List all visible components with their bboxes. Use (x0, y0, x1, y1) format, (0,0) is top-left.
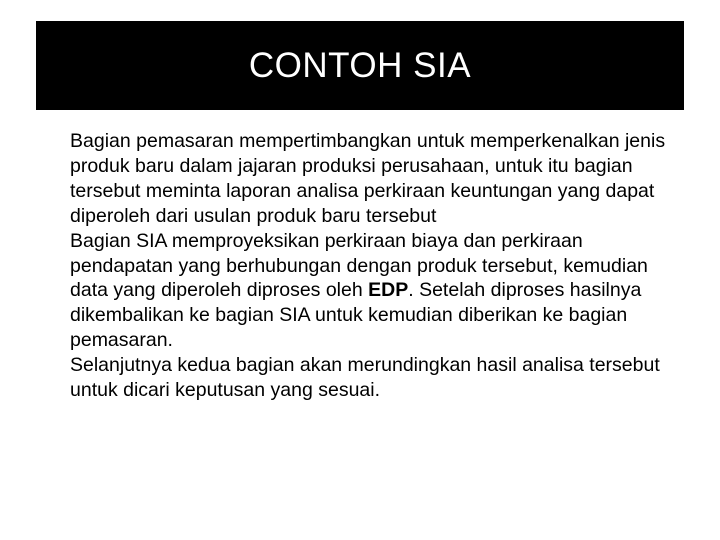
title-bar (36, 21, 684, 110)
paragraph-negotiation: Selanjutnya kedua bagian akan merundingkan hasil analisa tersebut untuk dicari keputusan yang sesuai. (70, 354, 660, 402)
slide-body (70, 129, 680, 403)
paragraph-sia-projection (70, 229, 680, 354)
paragraph-sia-projection-start: Bagian SIA memproyeksikan perkiraan biaya dan perkiraan pendapatan yang berhubungan dengan produk tersebut, kemudian data yang diperoleh diproses oleh (70, 229, 648, 302)
paragraph-marketing: Bagian pemasaran mempertimbangkan untuk memperkenalkan jenis produk baru dalam jajaran produksi perusahaan, untuk itu bagian tersebut meminta laporan analisa perkiraan keuntungan yang dapat diperoleh dari usulan produk baru tersebut (70, 130, 666, 227)
slide-title: CONTOH SIA (248, 45, 472, 85)
paragraph-sia-projection-end: . Setelah diproses hasilnya dikembalikan ke bagian SIA untuk kemudian diberikan ke bagian pemasaran. (70, 279, 642, 352)
edp-term: EDP (368, 279, 409, 302)
